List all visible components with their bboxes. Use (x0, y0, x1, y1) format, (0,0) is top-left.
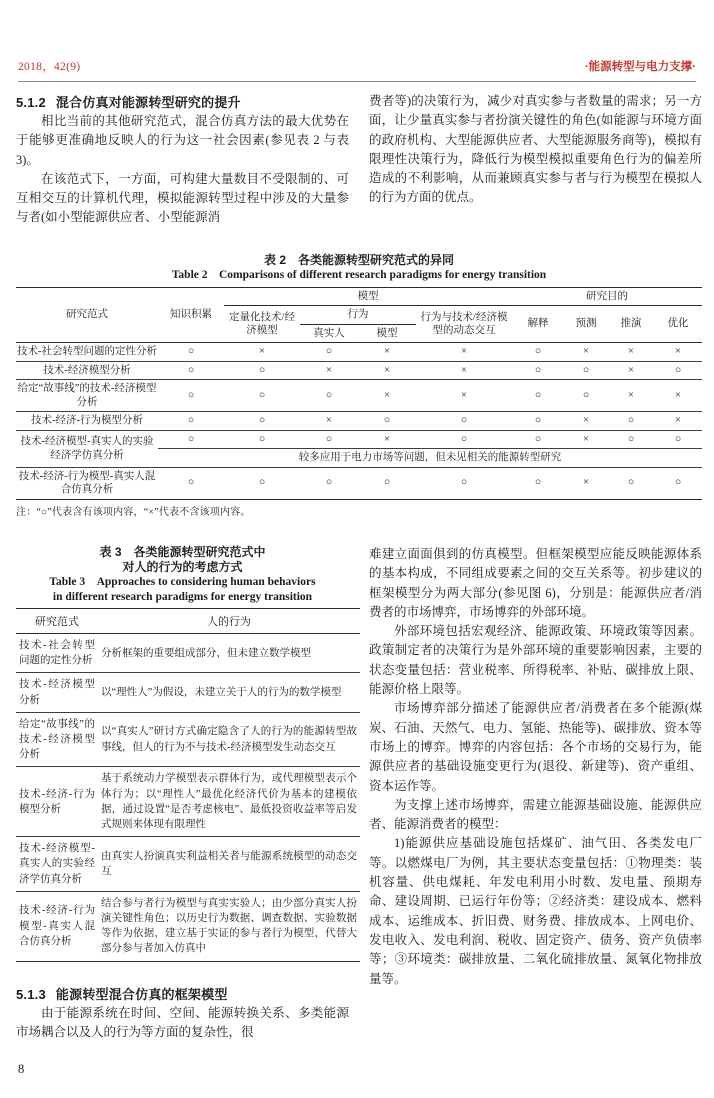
section-number: 5.1.2 (16, 95, 46, 110)
included-mark: ○ (608, 412, 654, 431)
included-mark: ○ (654, 430, 702, 449)
excluded-mark: × (300, 412, 358, 431)
table-row (16, 673, 360, 712)
behavior-cell: 以“真实人”研讨方式确定隐含了人的行为的能源转型故事线，但人的行为不与技术-经济模型发生动态交互 (98, 712, 360, 767)
bottom-columns (16, 545, 702, 1042)
behavior-cell: 分析框架的重要组成部分，但未建立数学模型 (101, 647, 311, 659)
paradigm-cell: 技术-经济模型-真实人的实验经济学仿真分析 (16, 837, 98, 892)
paragraph: 为支撑上述市场博弈，需建立能源基础设施、能源供应者、能源消费者的模型： (369, 797, 702, 832)
paradigm-cell: 技术-经济模型分析 (16, 673, 98, 712)
journal-issue: 2018，42(9) (18, 61, 81, 73)
included-mark: ○ (608, 430, 654, 449)
included-mark: ○ (224, 412, 300, 431)
table-row (16, 767, 360, 837)
included-mark: ○ (300, 467, 358, 499)
excluded-mark: × (608, 361, 654, 380)
table3-caption-en-1: Table 3 Approaches to considering human behaviors (49, 576, 316, 588)
included-mark: ○ (416, 430, 512, 449)
table2-block (16, 253, 702, 518)
included-mark: ○ (187, 346, 195, 357)
excluded-mark: × (608, 380, 654, 412)
paradigm-cell: 技术-经济-行为模型分析 (16, 412, 158, 431)
journal-column-title: ·能源转型与电力支撑· (584, 61, 696, 73)
excluded-mark: × (416, 361, 512, 380)
paragraph: 由于能源系统在时间、空间、能源转换关系、多类能源市场耦合以及人的行为等方面的复杂性，很 (16, 1005, 349, 1039)
running-head (18, 58, 696, 82)
included-mark: ○ (224, 430, 300, 449)
top-columns (16, 92, 702, 228)
excluded-mark: × (654, 380, 702, 412)
included-mark: ○ (564, 380, 608, 412)
excluded-mark: × (583, 346, 589, 357)
th-paradigm3: 研究范式 (16, 609, 98, 634)
paradigm-cell: 给定“故事线”的技术-经济模型分析 (16, 712, 98, 767)
included-mark: ○ (564, 361, 608, 380)
th-group-model: 模型 (224, 287, 512, 306)
table2-caption-cn: 表 2 各类能源转型研究范式的异同 (263, 253, 454, 267)
section-title: 能源转型混合仿真的框架模型 (55, 986, 228, 1002)
table3-header (16, 609, 360, 634)
th-explain: 解释 (527, 318, 549, 330)
excluded-mark: × (654, 412, 702, 431)
table-row (16, 712, 360, 767)
table3-caption-cn-1: 表 3 各类能源转型研究范式中 (99, 545, 266, 559)
paradigm-cell: 技术-经济模型-真实人的实验经济学仿真分析 (16, 430, 158, 467)
th-real-person: 真实人 (313, 327, 345, 339)
excluded-mark: × (384, 346, 390, 357)
behavior-cell: 由真实人扮演真实利益相关者与能源系统模型的动态交互 (98, 837, 360, 892)
table3-caption-en-2: in different research paradigms for energy transition (52, 590, 313, 603)
section-heading-513 (16, 984, 349, 1003)
span-note-cell: 较多应用于电力市场等问题，但未见相关的能源转型研究 (158, 449, 702, 468)
table-row (16, 412, 702, 431)
left-column-top (16, 92, 349, 228)
th-behavior3: 人的行为 (98, 609, 360, 634)
excluded-mark: × (358, 361, 416, 380)
included-mark: ○ (158, 467, 224, 499)
table-row (16, 343, 702, 362)
th-optimize: 优化 (667, 318, 689, 330)
excluded-mark: × (461, 346, 467, 357)
th-group-purpose: 研究目的 (512, 287, 702, 306)
included-mark: ○ (358, 467, 416, 499)
th-predict: 预测 (575, 318, 597, 330)
table-row (16, 837, 360, 892)
right-column-top (369, 92, 702, 228)
excluded-mark: × (416, 380, 512, 412)
table-row (16, 634, 360, 673)
paradigm-cell: 给定“故事线”的技术-经济模型分析 (16, 380, 158, 412)
paragraph: 难建立面面俱到的仿真模型。但框架模型应能反映能源体系的基本构成，不同组成要素之间的交互关系等。初步建议的框架模型分为两大部分(参见图 6)，分别是：能源供应者/消费者的市场博弈，市场博弈的外部环境。 (369, 547, 702, 619)
table-row (16, 380, 702, 412)
included-mark: ○ (416, 412, 512, 431)
section-title: 混合仿真对能源转型研究的提升 (55, 95, 241, 110)
right-column-bottom (369, 545, 702, 1042)
th-quant: 定量化技术/经济模型 (229, 311, 295, 336)
paradigm-cell: 技术-经济-行为模型-真实人混合仿真分析 (16, 467, 158, 499)
paragraph: 在该范式下，一方面，可构建大量数目不受限制的、可互相交互的计算机代理，模拟能源转型过程中涉及的大量参与者(如小型能源供应者、小型能源消 (16, 171, 349, 225)
included-mark: ○ (608, 467, 654, 499)
behavior-cell: 以“理性人”为假设，未建立关于人的行为的数学模型 (98, 673, 360, 712)
paradigm-cell: 技术-经济-行为模型-真实人混合仿真分析 (16, 891, 98, 961)
paradigm-cell: 技术-社会转型问题的定性分析 (19, 640, 95, 667)
included-mark: ○ (158, 430, 224, 449)
paragraph: 1)能源供应基础设施包括煤矿、油气田、各类发电厂等。以燃煤电厂为例，其主要状态变量包括：①物理类：装机容量、供电煤耗、年发电利用小时数、发电量、预期寿命、建设周期、已运行年份等；②经济类：建设成本、燃料成本、运维成本、折旧费、财务费、排放成本、上网电价、发电收入、发电利润、税收、固定资产、债务、资产负债率等；③环境类：碳排放量、二氧化硫排放量、氮氧化物排放量等。 (369, 836, 702, 986)
table3-caption-cn-2: 对人的行为的考虑方式 (122, 560, 243, 574)
included-mark: ○ (512, 412, 564, 431)
table3-body (16, 634, 360, 962)
th-behavior-model: 模型 (376, 327, 398, 339)
paradigm-cell: 技术-经济-行为模型分析 (16, 767, 98, 837)
excluded-mark: × (259, 346, 265, 357)
th-group-behavior: 行为 (300, 306, 416, 325)
paradigm-cell: 技术-社会转型问题的定性分析 (17, 346, 157, 357)
included-mark: ○ (512, 430, 564, 449)
included-mark: ○ (416, 467, 512, 499)
included-mark: ○ (158, 380, 224, 412)
included-mark: ○ (300, 430, 358, 449)
excluded-mark: × (300, 361, 358, 380)
table-row (16, 361, 702, 380)
behavior-cell: 基于系统动力学模型表示群体行为，或代理模型表示个体行为；以“理性人”最优化经济代价为基本的建模依据，通过设置“是否考虑核电”、最低投资收益率等启发式规则来体现有限理性 (98, 767, 360, 837)
paragraph: 相比当前的其他研究范式，混合仿真方法的最大优势在于能够更准确地反映人的行为这一社会因素(参见表 2 与表 3)。 (16, 114, 349, 167)
section-number: 5.1.3 (16, 986, 46, 1002)
excluded-mark: × (564, 430, 608, 449)
included-mark: ○ (358, 412, 416, 431)
included-mark: ○ (534, 346, 542, 357)
table2 (16, 287, 702, 500)
table-row (16, 430, 702, 449)
included-mark: ○ (224, 361, 300, 380)
table2-body (16, 343, 702, 500)
included-mark: ○ (512, 467, 564, 499)
excluded-mark: × (358, 430, 416, 449)
table-row (16, 891, 360, 961)
th-paradigm: 研究范式 (66, 309, 108, 320)
behavior-cell: 结合参与者行为模型与真实实验人；由少部分真实人扮演关键性角色；以历史行为数据、调查数据、实验数据等作为依据，建立基于实证的参与者行为模型，代替大部分参与者加入仿真中 (98, 891, 360, 961)
included-mark: ○ (158, 361, 224, 380)
table2-note: 注：“○”代表含有该项内容，“×”代表不含该项内容。 (16, 506, 251, 518)
included-mark: ○ (224, 467, 300, 499)
paradigm-cell: 技术-经济模型分析 (16, 361, 158, 380)
section-heading-512 (16, 92, 349, 111)
included-mark: ○ (654, 467, 702, 499)
excluded-mark: × (564, 412, 608, 431)
table-row (16, 467, 702, 499)
table2-caption-en: Table 2 Comparisons of different research paradigms for energy transition (171, 269, 547, 281)
page-number: 8 (18, 1062, 25, 1076)
excluded-mark: × (628, 346, 634, 357)
table3 (16, 608, 360, 962)
th-dynamic: 行为与技术/经济模型的动态交互 (420, 311, 508, 336)
included-mark: ○ (300, 380, 358, 412)
excluded-mark: × (358, 380, 416, 412)
th-deduce: 推演 (620, 318, 642, 330)
paragraph: 费者等)的决策行为，减少对真实参与者数量的需求；另一方面，让少量真实参与者扮演关键性的角色(如能源与环境方面的政府机构、大型能源供应者、大型能源服务商等)，模拟有限理性决策行为，降低行为模型模拟重要角色行为的偏差所造成的不利影响，从而兼顾真实参与者与行为模型在模拟人的行为方面的优点。 (369, 94, 702, 205)
excluded-mark: × (675, 346, 681, 357)
excluded-mark: × (564, 467, 608, 499)
paragraph: 市场博弈部分描述了能源供应者/消费者在多个能源(煤炭、石油、天然气、电力、氢能、热能等)、碳排放、资本等市场上的博弈。博弈的内容包括：各个市场的交易行为，能源供应者的基础设施变更行为(退役、新建等)、资产重组、资本运作等。 (369, 701, 702, 793)
included-mark: ○ (512, 361, 564, 380)
included-mark: ○ (158, 412, 224, 431)
paragraph: 外部环境包括宏观经济、能源政策、环境政策等因素。政策制定者的决策行为是外部环境的重要影响因素，主要的状态变量包括：营业税率、所得税率、补贴、碳排放上限、能源价格上限等。 (369, 624, 702, 697)
included-mark: ○ (224, 380, 300, 412)
included-mark: ○ (654, 361, 702, 380)
th-knowledge: 知识积累 (170, 309, 212, 320)
table2-header (16, 287, 702, 343)
included-mark: ○ (325, 346, 333, 357)
included-mark: ○ (512, 380, 564, 412)
left-column-bottom (16, 545, 357, 1042)
